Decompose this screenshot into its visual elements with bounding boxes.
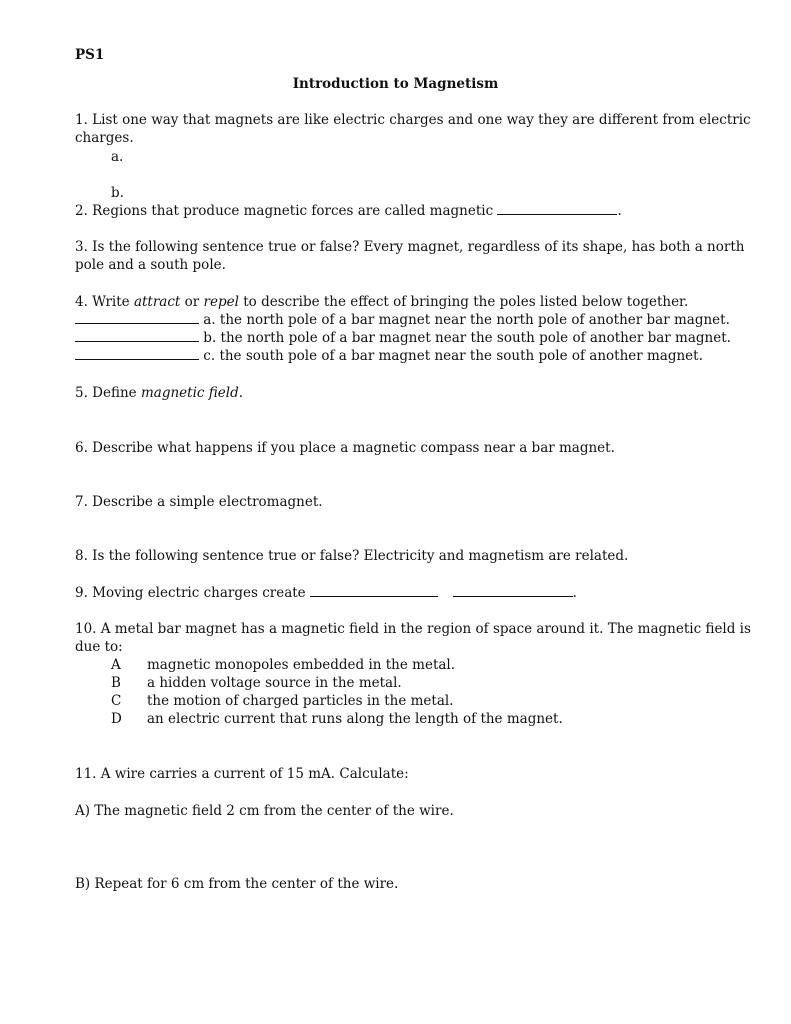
option-text: a hidden voltage source in the metal. xyxy=(147,675,402,691)
question-4-word-repel: repel xyxy=(203,294,239,310)
question-3-line1: 3. Is the following sentence true or false? Every magnet, regardless of its shape, has both a north xyxy=(75,239,745,255)
question-2 xyxy=(75,202,622,220)
question-4-prefix: 4. Write xyxy=(75,294,130,310)
question-7: 7. Describe a simple electromagnet. xyxy=(75,494,323,510)
question-10-line2: due to: xyxy=(75,639,123,655)
question-6: 6. Describe what happens if you place a magnetic compass near a bar magnet. xyxy=(75,440,615,456)
question-5 xyxy=(75,384,243,402)
question-4-word-attract: attract xyxy=(133,294,181,310)
question-5-prefix: 5. Define xyxy=(75,385,137,401)
option-text: an electric current that runs along the length of the magnet. xyxy=(147,711,563,727)
question-10-line1: 10. A metal bar magnet has a magnetic field in the region of space around it. The magnetic field is xyxy=(75,621,751,637)
question-8: 8. Is the following sentence true or false? Electricity and magnetism are related. xyxy=(75,548,629,564)
page-title: Introduction to Magnetism xyxy=(292,76,499,92)
question-1-line1: 1. List one way that magnets are like electric charges and one way they are different from electric xyxy=(75,112,751,128)
question-4-item-c-text: c. the south pole of a bar magnet near the south pole of another magnet. xyxy=(203,348,703,364)
question-4-item-c xyxy=(75,347,703,365)
question-9-end: . xyxy=(572,585,577,601)
course-code: PS1 xyxy=(75,47,105,63)
question-4-item-b xyxy=(75,329,731,347)
question-2-end: . xyxy=(617,203,622,219)
question-11-part-a: A) The magnetic field 2 cm from the center of the wire. xyxy=(75,803,454,819)
question-4-item-a xyxy=(75,311,730,329)
answer-blank[interactable] xyxy=(75,311,199,324)
answer-blank-1[interactable] xyxy=(310,584,438,597)
question-1-item-b: b. xyxy=(111,185,124,201)
question-4-item-a-text: a. the north pole of a bar magnet near the north pole of another bar magnet. xyxy=(203,312,730,328)
question-9-text: 9. Moving electric charges create xyxy=(75,585,306,601)
question-5-term: magnetic field xyxy=(140,385,239,401)
question-2-text: 2. Regions that produce magnetic forces are called magnetic xyxy=(75,203,494,219)
question-5-end: . xyxy=(238,385,244,401)
question-11: 11. A wire carries a current of 15 mA. Calculate: xyxy=(75,766,409,782)
option-letter: A xyxy=(111,657,121,673)
question-4-prompt xyxy=(75,293,688,311)
option-letter: B xyxy=(111,675,121,691)
question-4-or: or xyxy=(184,294,200,310)
answer-blank[interactable] xyxy=(75,347,199,360)
question-4-item-b-text: b. the north pole of a bar magnet near the south pole of another bar magnet. xyxy=(203,330,731,346)
option-letter: C xyxy=(111,693,122,709)
question-3-line2: pole and a south pole. xyxy=(75,257,226,273)
question-1-item-a: a. xyxy=(111,149,124,165)
option-letter: D xyxy=(111,711,122,727)
question-9 xyxy=(75,584,577,602)
answer-blank[interactable] xyxy=(497,202,617,215)
answer-blank-2[interactable] xyxy=(453,584,573,597)
question-4-rest: to describe the effect of bringing the poles listed below together. xyxy=(243,294,689,310)
answer-blank[interactable] xyxy=(75,329,199,342)
question-1-line2: charges. xyxy=(75,130,134,146)
option-text: magnetic monopoles embedded in the metal. xyxy=(147,657,456,673)
option-text: the motion of charged particles in the metal. xyxy=(147,693,454,709)
question-11-part-b: B) Repeat for 6 cm from the center of the wire. xyxy=(75,876,399,892)
